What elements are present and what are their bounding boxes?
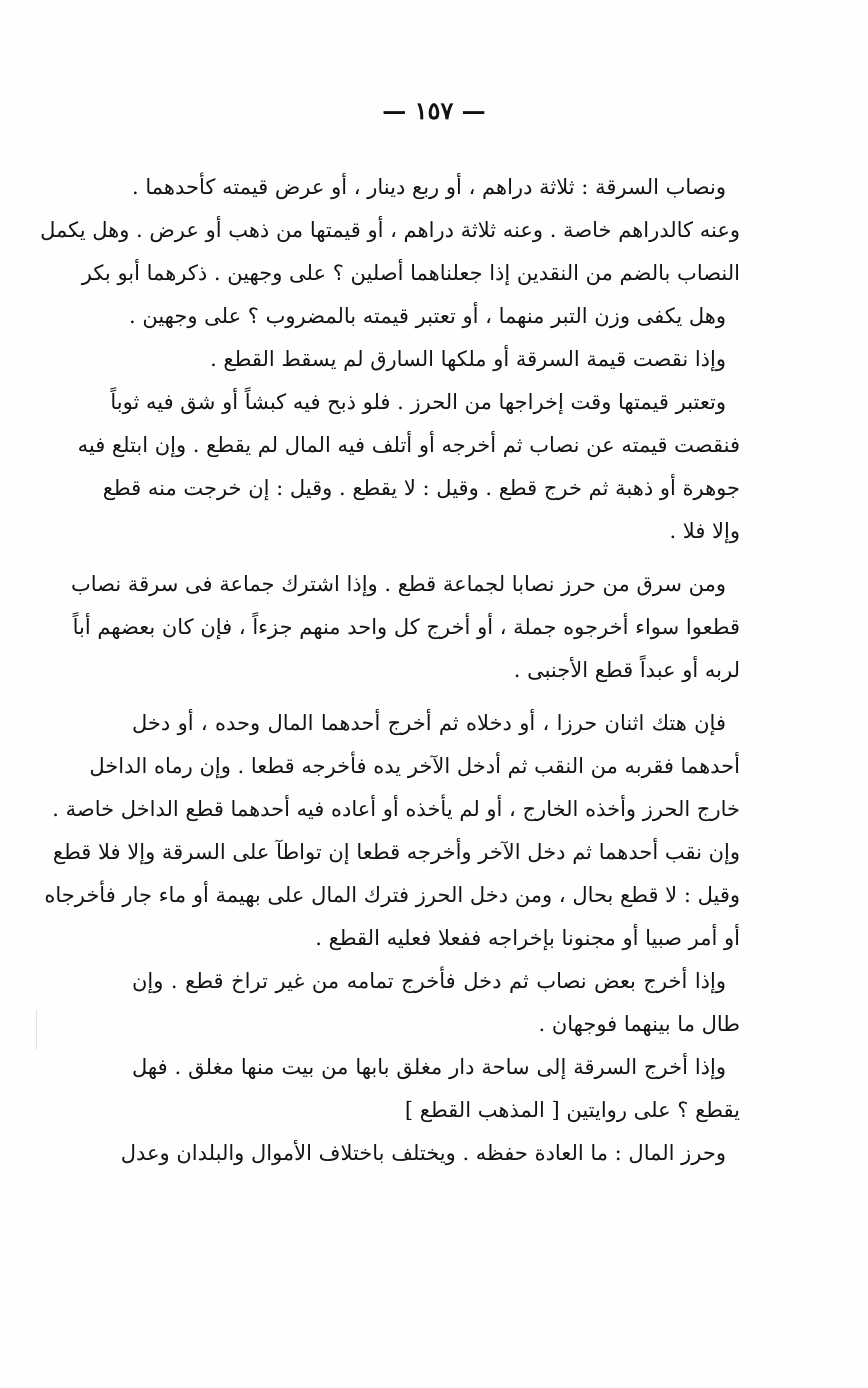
scan-margin-mark [36,1010,37,1050]
text-line: طال ما بينهما فوجهان . [538,1012,740,1036]
text-line: وقيل : لا قطع بحال ، ومن دخل الحرز فترك المال على بهيمة أو ماء جار فأخرجاه [44,883,740,907]
text-line: وهل يكفى وزن التبر منهما ، أو تعتبر قيمته بالمضروب ؟ على وجهين . [129,304,726,328]
text-line: أحدهما فقربه من النقب ثم أدخل الآخر يده فأخرجه قطعا . وإن رماه الداخل [89,754,740,778]
text-line: وإذا نقصت قيمة السرقة أو ملكها السارق لم يسقط القطع . [210,347,726,371]
text-line: قطعوا سواء أخرجوه جملة ، أو أخرج كل واحد منهم جزءاً ، فإن كان بعضهم أباً [72,615,740,639]
text-line: وحرز المال : ما العادة حفظه . ويختلف باختلاف الأموال والبلدان وعدل [120,1141,726,1165]
page-number: — ١٥٧ — [382,96,486,125]
text-line: خارج الحرز وأخذه الخارج ، أو لم يأخذه أو أعاده فيه أحدهما قطع الداخل خاصة . [52,797,740,821]
text-line: وإن نقب أحدهما ثم دخل الآخر وأخرجه قطعا إن تواطآ على السرقة وإلا فلا قطع [52,840,740,864]
text-line: ومن سرق من حرز نصابا لجماعة قطع . وإذا اشترك جماعة فى سرقة نصاب [70,572,726,596]
text-line: لربه أو عبداً قطع الأجنبى . [513,658,740,682]
text-line: يقطع ؟ على روايتين [ المذهب القطع ] [404,1098,740,1122]
text-line: وإذا أخرج السرقة إلى ساحة دار مغلق بابها من بيت منها مغلق . فهل [132,1055,726,1079]
text-line: وإذا أخرج بعض نصاب ثم دخل فأخرج تمامه من غير تراخ قطع . وإن [132,969,726,993]
text-line: فنقصت قيمته عن نصاب ثم أخرجه أو أتلف فيه المال لم يقطع . وإن ابتلع فيه [77,433,740,457]
paragraph-gap [132,553,740,563]
text-line: ونصاب السرقة : ثلاثة دراهم ، أو ربع دينار ، أو عرض قيمته كأحدهما . [132,175,726,199]
text-line: وتعتبر قيمتها وقت إخراجها من الحرز . فلو ذبح فيه كبشاً أو شق فيه ثوباً [110,390,726,414]
text-line: النصاب بالضم من النقدين إذا جعلناهما أصلين ؟ على وجهين . ذكرهما أبو بكر [81,261,740,285]
text-line: فإن هتك اثنان حرزا ، أو دخلاه ثم أخرج أحدهما المال وحده ، أو دخل [132,711,726,735]
text-line: أو أمر صبيا أو مجنونا بإخراجه ففعلا فعليه القطع . [315,926,740,950]
text-line: وعنه كالدراهم خاصة . وعنه ثلاثة دراهم ، أو قيمتها من ذهب أو عرض . وهل يكمل [40,218,740,242]
text-line: جوهرة أو ذهبة ثم خرج قطع . وقيل : لا يقطع . وقيل : إن خرجت منه قطع [102,476,740,500]
text-line: وإلا فلا . [669,519,740,543]
paragraph-gap [132,692,740,702]
page-body [40,166,740,1175]
